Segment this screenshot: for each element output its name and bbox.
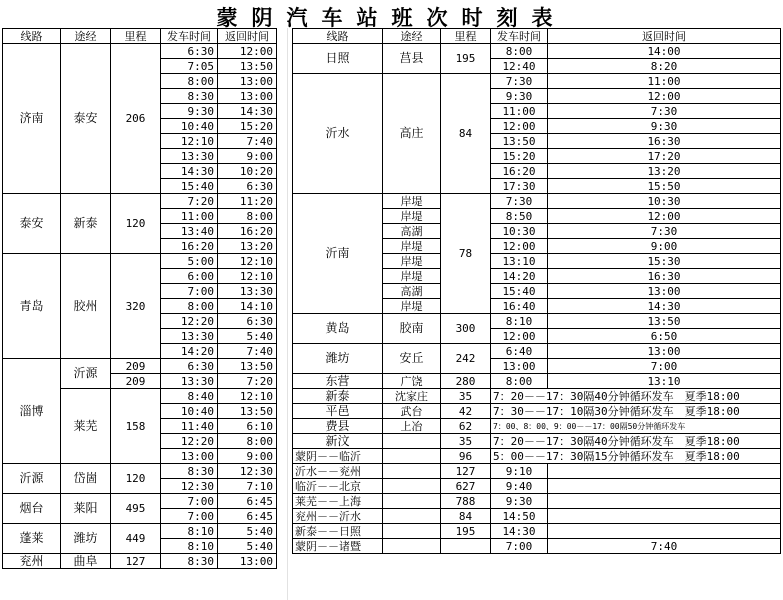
route-cell: 泰安 (3, 194, 61, 254)
header-via: 途经 (383, 29, 441, 44)
route-cell: 烟台 (3, 494, 61, 524)
return-time: 9:00 (218, 449, 277, 464)
return-time: 7:30 (548, 224, 781, 239)
distance-cell: 62 (441, 419, 491, 434)
table-row (293, 374, 781, 389)
depart-time: 8:00 (491, 374, 548, 389)
return-time (548, 509, 781, 524)
depart-time: 5:00 (161, 254, 218, 269)
distance-cell: 78 (441, 194, 491, 314)
depart-time: 7:20 (161, 194, 218, 209)
via-cell (383, 449, 441, 464)
return-time: 6:30 (218, 314, 277, 329)
table-row (293, 524, 781, 539)
return-time: 12:10 (218, 389, 277, 404)
left-timetable (2, 28, 277, 569)
depart-time: 7:05 (161, 59, 218, 74)
return-time: 9:30 (548, 119, 781, 134)
depart-time: 11:00 (491, 104, 548, 119)
distance-cell: 280 (441, 374, 491, 389)
depart-time: 9:30 (161, 104, 218, 119)
distance-cell: 300 (441, 314, 491, 344)
distance-cell: 84 (441, 74, 491, 194)
table-row (3, 44, 277, 59)
return-time: 16:20 (218, 224, 277, 239)
route-cell: 东营 (293, 374, 383, 389)
depart-time: 11:40 (161, 419, 218, 434)
depart-time: 8:10 (161, 539, 218, 554)
return-time (548, 494, 781, 509)
distance-cell: 195 (441, 44, 491, 74)
route-cell: 费县 (293, 419, 383, 434)
return-time: 6:10 (218, 419, 277, 434)
return-time: 12:30 (218, 464, 277, 479)
table-row (293, 509, 781, 524)
depart-time: 8:10 (161, 524, 218, 539)
distance-cell: 158 (111, 389, 161, 464)
depart-time: 8:50 (491, 209, 548, 224)
return-time: 15:20 (218, 119, 277, 134)
return-time: 13:20 (218, 239, 277, 254)
depart-time: 14:30 (161, 164, 218, 179)
depart-time: 6:00 (161, 269, 218, 284)
table-row (293, 194, 781, 209)
table-row (3, 359, 277, 374)
schedule-note: 7：20－－17：30隔40分钟循环发车 夏季18:00 (491, 389, 781, 404)
return-time: 8:20 (548, 59, 781, 74)
schedule-note: 5：00－－17：30隔15分钟循环发车 夏季18:00 (491, 449, 781, 464)
distance-cell: 35 (441, 389, 491, 404)
return-time: 6:45 (218, 509, 277, 524)
depart-time: 9:30 (491, 89, 548, 104)
distance-cell: 206 (111, 44, 161, 194)
distance-cell: 209 (111, 359, 161, 374)
via-cell: 沂源 (61, 359, 111, 389)
depart-time: 13:30 (161, 329, 218, 344)
return-time: 13:50 (218, 359, 277, 374)
depart-time: 14:20 (161, 344, 218, 359)
return-time: 12:00 (548, 209, 781, 224)
route-cell: 兖州 (3, 554, 61, 569)
return-time: 12:00 (218, 44, 277, 59)
table-row (293, 74, 781, 89)
via-cell: 岸堤 (383, 299, 441, 314)
table-row (293, 389, 781, 404)
return-time: 8:00 (218, 434, 277, 449)
distance-cell: 127 (111, 554, 161, 569)
via-cell (383, 479, 441, 494)
return-time: 7:00 (548, 359, 781, 374)
depart-time: 13:40 (161, 224, 218, 239)
route-cell: 莱芜－－上海 (293, 494, 383, 509)
depart-time: 10:40 (161, 404, 218, 419)
via-cell: 高庄 (383, 74, 441, 194)
return-time (548, 464, 781, 479)
table-row (293, 434, 781, 449)
depart-time: 7:00 (491, 539, 548, 554)
return-time: 13:20 (548, 164, 781, 179)
via-cell (383, 494, 441, 509)
return-time: 13:00 (218, 74, 277, 89)
depart-time: 14:50 (491, 509, 548, 524)
distance-cell: 42 (441, 404, 491, 419)
table-row (293, 449, 781, 464)
depart-time: 13:30 (161, 149, 218, 164)
schedule-note: 7：20－－17：30隔40分钟循环发车 夏季18:00 (491, 434, 781, 449)
depart-time: 13:30 (161, 374, 218, 389)
via-cell: 曲阜 (61, 554, 111, 569)
sheet-gridline (287, 28, 288, 600)
return-time: 5:40 (218, 329, 277, 344)
return-time: 16:30 (548, 134, 781, 149)
table-row (293, 404, 781, 419)
return-time: 14:00 (548, 44, 781, 59)
distance-cell: 84 (441, 509, 491, 524)
depart-time: 7:30 (491, 194, 548, 209)
depart-time: 8:40 (161, 389, 218, 404)
depart-time: 15:40 (491, 284, 548, 299)
distance-cell: 209 (111, 374, 161, 389)
via-cell (383, 524, 441, 539)
route-cell: 沂水－－兖州 (293, 464, 383, 479)
return-time: 12:10 (218, 269, 277, 284)
table-row (293, 479, 781, 494)
return-time: 16:30 (548, 269, 781, 284)
distance-cell: 120 (111, 194, 161, 254)
table-row (293, 494, 781, 509)
depart-time: 8:00 (491, 44, 548, 59)
via-cell: 胶南 (383, 314, 441, 344)
depart-time: 10:40 (161, 119, 218, 134)
table-row (293, 344, 781, 359)
route-cell: 新泰 (293, 389, 383, 404)
via-cell: 安丘 (383, 344, 441, 374)
return-time: 13:50 (548, 314, 781, 329)
return-time: 14:30 (218, 104, 277, 119)
via-cell: 高湖 (383, 284, 441, 299)
table-row (3, 254, 277, 269)
via-cell: 泰安 (61, 44, 111, 194)
return-time: 5:40 (218, 524, 277, 539)
depart-time: 8:00 (161, 74, 218, 89)
route-cell: 沂源 (3, 464, 61, 494)
route-cell: 新汶 (293, 434, 383, 449)
route-cell: 平邑 (293, 404, 383, 419)
route-cell: 沂水 (293, 74, 383, 194)
distance-cell: 495 (111, 494, 161, 524)
distance-cell: 35 (441, 434, 491, 449)
table-row (3, 464, 277, 479)
header-row (293, 29, 781, 44)
depart-time: 7:00 (161, 494, 218, 509)
header-depart: 发车时间 (491, 29, 548, 44)
return-time: 7:30 (548, 104, 781, 119)
route-cell: 临沂－－北京 (293, 479, 383, 494)
return-time: 10:30 (548, 194, 781, 209)
via-cell: 高湖 (383, 224, 441, 239)
via-cell: 武台 (383, 404, 441, 419)
table-row (3, 554, 277, 569)
via-cell: 岸堤 (383, 209, 441, 224)
return-time: 11:20 (218, 194, 277, 209)
header-row (3, 29, 277, 44)
route-cell: 黄岛 (293, 314, 383, 344)
return-time: 13:30 (218, 284, 277, 299)
distance-cell: 96 (441, 449, 491, 464)
via-cell: 胶州 (61, 254, 111, 359)
distance-cell (441, 539, 491, 554)
return-time (548, 479, 781, 494)
return-time: 6:45 (218, 494, 277, 509)
depart-time: 9:30 (491, 494, 548, 509)
return-time: 14:10 (218, 299, 277, 314)
depart-time: 15:20 (491, 149, 548, 164)
depart-time: 8:30 (161, 554, 218, 569)
depart-time: 13:10 (491, 254, 548, 269)
depart-time: 16:40 (491, 299, 548, 314)
header-via: 途经 (61, 29, 111, 44)
depart-time: 13:00 (491, 359, 548, 374)
via-cell: 新泰 (61, 194, 111, 254)
table-row (3, 194, 277, 209)
depart-time: 12:40 (491, 59, 548, 74)
depart-time: 6:40 (491, 344, 548, 359)
return-time: 13:00 (548, 284, 781, 299)
return-time: 13:00 (218, 554, 277, 569)
return-time: 7:40 (218, 134, 277, 149)
via-cell: 岸堤 (383, 239, 441, 254)
depart-time: 16:20 (491, 164, 548, 179)
via-cell: 潍坊 (61, 524, 111, 554)
table-row (293, 464, 781, 479)
depart-time: 16:20 (161, 239, 218, 254)
return-time: 7:40 (218, 344, 277, 359)
schedule-note: 7：00、8：00、9：00－－17：00隔50分钟循环发车 (491, 419, 781, 434)
return-time: 14:30 (548, 299, 781, 314)
distance-cell: 320 (111, 254, 161, 359)
via-cell (383, 464, 441, 479)
header-depart: 发车时间 (161, 29, 218, 44)
return-time: 7:40 (548, 539, 781, 554)
depart-time: 12:30 (161, 479, 218, 494)
return-time: 7:10 (218, 479, 277, 494)
route-cell: 淄博 (3, 359, 61, 464)
return-time: 13:50 (218, 59, 277, 74)
via-cell: 岱崮 (61, 464, 111, 494)
via-cell: 岸堤 (383, 269, 441, 284)
depart-time: 13:50 (491, 134, 548, 149)
depart-time: 8:00 (161, 299, 218, 314)
depart-time: 15:40 (161, 179, 218, 194)
depart-time: 6:30 (161, 44, 218, 59)
table-row (3, 524, 277, 539)
return-time: 11:00 (548, 74, 781, 89)
return-time: 6:50 (548, 329, 781, 344)
route-cell: 潍坊 (293, 344, 383, 374)
depart-time: 11:00 (161, 209, 218, 224)
route-cell: 沂南 (293, 194, 383, 314)
via-cell: 莱阳 (61, 494, 111, 524)
depart-time: 12:10 (161, 134, 218, 149)
via-cell: 莒县 (383, 44, 441, 74)
return-time: 15:50 (548, 179, 781, 194)
depart-time: 8:30 (161, 464, 218, 479)
depart-time: 17:30 (491, 179, 548, 194)
distance-cell: 627 (441, 479, 491, 494)
depart-time: 13:00 (161, 449, 218, 464)
distance-cell: 449 (111, 524, 161, 554)
depart-time: 9:10 (491, 464, 548, 479)
return-time: 6:30 (218, 179, 277, 194)
depart-time: 12:00 (491, 329, 548, 344)
depart-time: 12:00 (491, 119, 548, 134)
table-row (293, 44, 781, 59)
table-row (293, 419, 781, 434)
header-return: 返回时间 (548, 29, 781, 44)
return-time: 17:20 (548, 149, 781, 164)
header-route: 线路 (3, 29, 61, 44)
via-cell: 岸堤 (383, 254, 441, 269)
depart-time: 14:30 (491, 524, 548, 539)
depart-time: 10:30 (491, 224, 548, 239)
via-cell: 岸堤 (383, 194, 441, 209)
distance-cell: 120 (111, 464, 161, 494)
route-cell: 蒙阴－－诸暨 (293, 539, 383, 554)
via-cell: 沈家庄 (383, 389, 441, 404)
route-cell: 蒙阴－－临沂 (293, 449, 383, 464)
return-time: 12:10 (218, 254, 277, 269)
return-time: 9:00 (218, 149, 277, 164)
return-time (548, 524, 781, 539)
depart-time: 7:00 (161, 284, 218, 299)
header-distance: 里程 (111, 29, 161, 44)
header-distance: 里程 (441, 29, 491, 44)
route-cell: 济南 (3, 44, 61, 194)
via-cell (383, 434, 441, 449)
route-cell: 蓬莱 (3, 524, 61, 554)
return-time: 13:00 (218, 89, 277, 104)
via-cell: 上冶 (383, 419, 441, 434)
return-time: 7:20 (218, 374, 277, 389)
return-time: 8:00 (218, 209, 277, 224)
header-return: 返回时间 (218, 29, 277, 44)
via-cell: 广饶 (383, 374, 441, 389)
route-cell: 兖州－－沂水 (293, 509, 383, 524)
via-cell: 莱芜 (61, 389, 111, 464)
depart-time: 8:30 (161, 89, 218, 104)
return-time: 12:00 (548, 89, 781, 104)
return-time: 15:30 (548, 254, 781, 269)
distance-cell: 127 (441, 464, 491, 479)
right-timetable (292, 28, 781, 554)
schedule-note: 7：30－－17：10隔30分钟循环发车 夏季18:00 (491, 404, 781, 419)
depart-time: 7:30 (491, 74, 548, 89)
route-cell: 日照 (293, 44, 383, 74)
depart-time: 6:30 (161, 359, 218, 374)
depart-time: 12:20 (161, 434, 218, 449)
distance-cell: 788 (441, 494, 491, 509)
return-time: 13:00 (548, 344, 781, 359)
via-cell (383, 509, 441, 524)
page-title: 蒙阴汽车站班次时刻表 (216, 6, 567, 30)
return-time: 13:50 (218, 404, 277, 419)
depart-time: 12:00 (491, 239, 548, 254)
return-time: 13:10 (548, 374, 781, 389)
depart-time: 12:20 (161, 314, 218, 329)
table-row (293, 539, 781, 554)
table-row (293, 314, 781, 329)
header-route: 线路 (293, 29, 383, 44)
return-time: 5:40 (218, 539, 277, 554)
distance-cell: 242 (441, 344, 491, 374)
distance-cell: 195 (441, 524, 491, 539)
return-time: 9:00 (548, 239, 781, 254)
return-time: 10:20 (218, 164, 277, 179)
depart-time: 7:00 (161, 509, 218, 524)
route-cell: 青岛 (3, 254, 61, 359)
depart-time: 9:40 (491, 479, 548, 494)
route-cell: 新泰－－日照 (293, 524, 383, 539)
depart-time: 14:20 (491, 269, 548, 284)
depart-time: 8:10 (491, 314, 548, 329)
via-cell (383, 539, 441, 554)
table-row (3, 494, 277, 509)
